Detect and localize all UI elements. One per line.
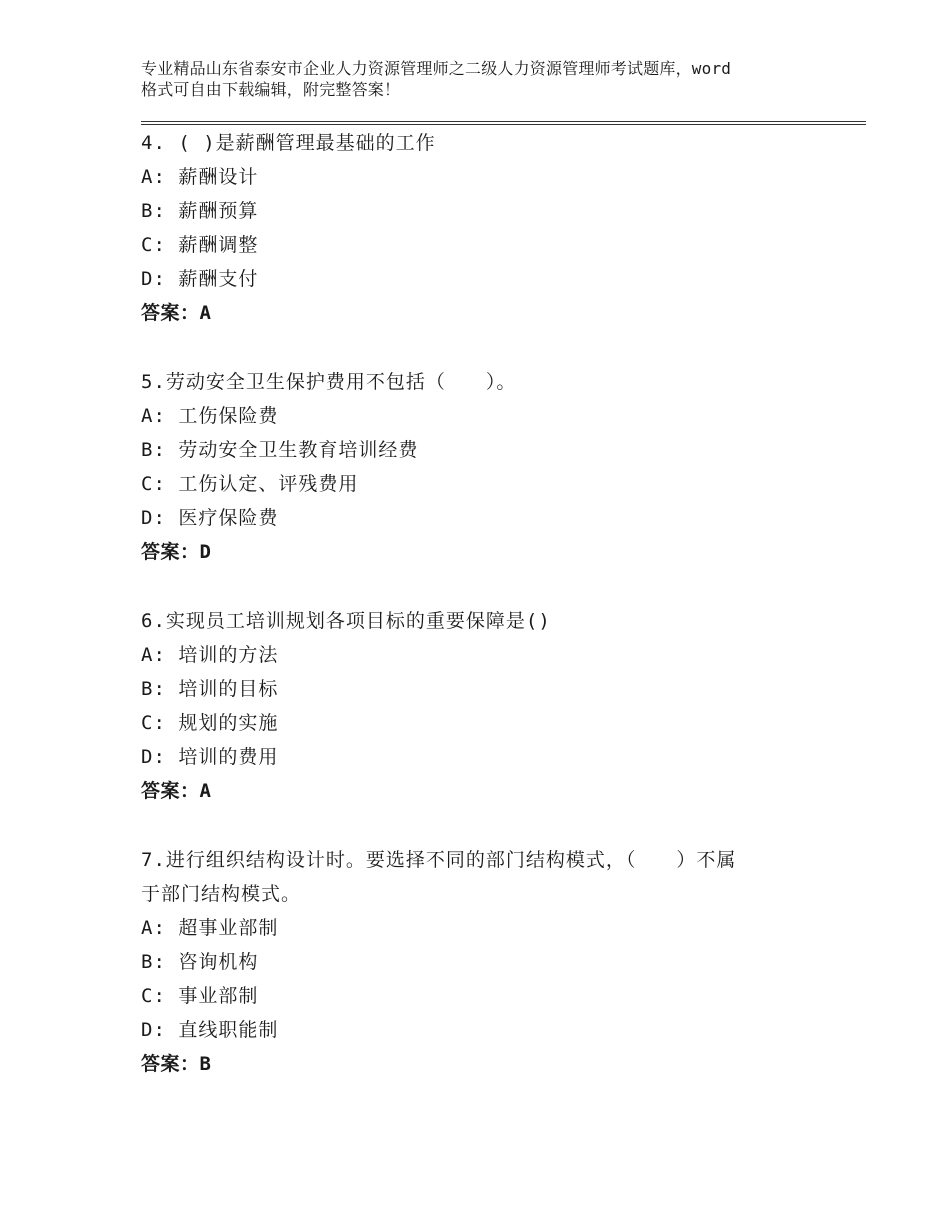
- document-header: [141, 58, 841, 100]
- question-7: [141, 843, 821, 1081]
- option-a: A: 薪酬设计: [141, 166, 259, 188]
- option-b: B: 劳动安全卫生教育培训经费: [141, 439, 419, 461]
- option-d: D: 薪酬支付: [141, 268, 259, 290]
- question-text: 5.劳动安全卫生保护费用不包括（ ）。: [141, 371, 517, 393]
- header-line-1: 专业精品山东省泰安市企业人力资源管理师之二级人力资源管理师考试题库，word: [141, 59, 732, 78]
- option-a: A: 工伤保险费: [141, 405, 279, 427]
- answer-line: 答案：A: [141, 780, 212, 802]
- answer-line: 答案：B: [141, 1053, 212, 1075]
- question-text: 6.实现员工培训规划各项目标的重要保障是(): [141, 610, 551, 632]
- answer-line: 答案：A: [141, 302, 212, 324]
- question-text-line-2: 于部门结构模式。: [141, 883, 302, 905]
- option-c: C: 事业部制: [141, 985, 259, 1007]
- header-line-2: 格式可自由下载编辑，附完整答案！: [141, 80, 401, 99]
- question-5: [141, 365, 821, 569]
- option-d: D: 直线职能制: [141, 1019, 279, 1041]
- question-text-line-1: 7.进行组织结构设计时。要选择不同的部门结构模式，（ ）不属: [141, 849, 737, 871]
- option-a: A: 培训的方法: [141, 644, 279, 666]
- option-c: C: 工伤认定、评残费用: [141, 473, 359, 495]
- question-text: 4. ( )是薪酬管理最基础的工作: [141, 132, 436, 154]
- option-b: B: 咨询机构: [141, 951, 259, 973]
- option-a: A: 超事业部制: [141, 917, 279, 939]
- header-divider-top: [141, 121, 866, 122]
- answer-line: 答案：D: [141, 541, 212, 563]
- question-6: [141, 604, 821, 808]
- option-d: D: 医疗保险费: [141, 507, 279, 529]
- option-b: B: 薪酬预算: [141, 200, 259, 222]
- option-c: C: 薪酬调整: [141, 234, 259, 256]
- option-b: B: 培训的目标: [141, 678, 279, 700]
- option-c: C: 规划的实施: [141, 712, 279, 734]
- option-d: D: 培训的费用: [141, 746, 279, 768]
- question-4: [141, 126, 821, 330]
- header-divider-bottom: [141, 124, 866, 125]
